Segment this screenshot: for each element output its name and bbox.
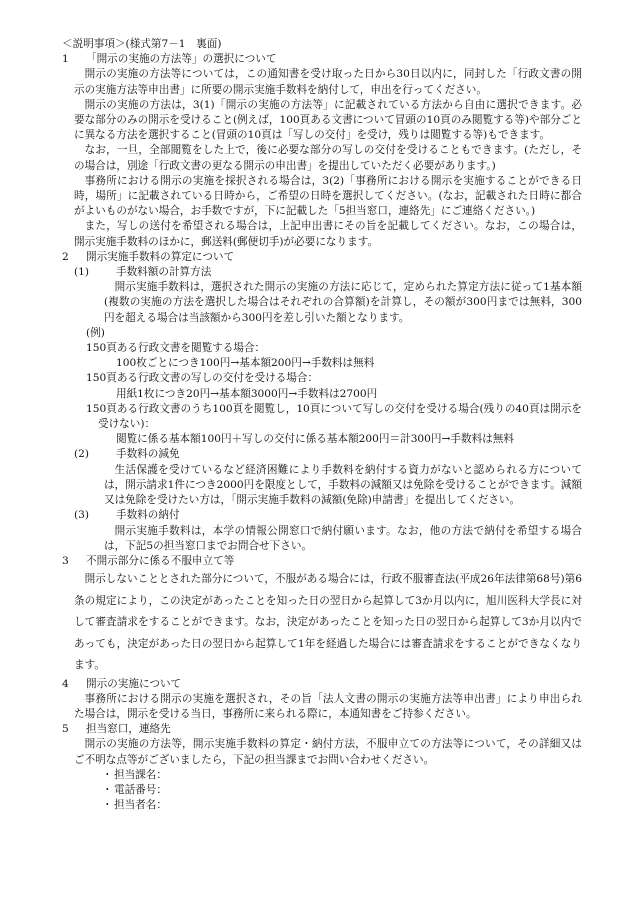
section-3-heading (62, 554, 582, 569)
section-title: 不開示部分に係る不服申立て等 (86, 554, 235, 567)
subsection-1-body: 開示実施手数料は，選択された開示の実施の方法に応じて，定められた算定方法に従って1基本額(複数の実施の方法を選択した場合はそれぞれの合算額)を計算し，その額が300円までは無料，300円を超える場合は当該額から300円を差し引いた額となります。 (104, 281, 582, 324)
subsection-number: (3) (74, 509, 90, 522)
document-header: ＜説明事項＞(様式第7－1 裏面) (62, 38, 222, 50)
section-number: 1 (62, 53, 69, 66)
phone-label: 電話番号： (114, 784, 167, 797)
example-heading: 150頁ある行政文書を閲覧する場合： (86, 342, 266, 355)
section-1-heading (62, 52, 582, 67)
section-3-body: 開示しないこととされた部分について，不服がある場合には，行政不服審査法(平成26年法律第68号)第6条の規定により，この決定があったことを知った日の翌日から起算して3か月以内に，旭川医科大学長に対して審査請求をすることができます。なお，決定があったことを知った日の翌日から起算して3か月以内であっても，決定があった日の翌日から起算して1年を経過した場合には審査請求をすることができなくなります。 (74, 573, 582, 672)
contact-item-person (102, 798, 582, 813)
subsection-title: 手数料額の計算方法 (116, 266, 212, 279)
bullet: ・ (102, 768, 113, 781)
subsection-number: (2) (74, 448, 90, 461)
section-number: 2 (62, 250, 69, 263)
subsection-number: (1) (74, 266, 90, 279)
subsection-title: 手数料の納付 (116, 509, 180, 522)
example-label: (例) (86, 326, 105, 339)
subsection-2-body: 生活保護を受けているなど経済困難により手数料を納付する資力がないと認められる方については，開示請求1件につき2000円を限度として，手数料の減額又は免除を受けることができます。減額又は免除を受けたい方は，「開示実施手数料の減額(免除)申請書」を提出してください。 (104, 463, 582, 507)
section-number: 5 (62, 723, 69, 736)
subsection-title: 手数料の減免 (116, 448, 180, 461)
subsection-3-heading (62, 508, 582, 523)
subsection-1-heading (62, 265, 582, 280)
person-label: 担当者名： (114, 799, 167, 812)
example-heading: 150頁ある行政文書の写しの交付を受ける場合： (86, 372, 319, 385)
section-title: 「開示の実施の方法等」の選択について (86, 53, 277, 66)
example-heading: 150頁ある行政文書のうち100頁を閲覧し，10頁について写しの交付を受ける場合(残りの40頁は開示を受けない)： (86, 402, 582, 431)
section-1-paragraph: また，写しの送付を希望される場合は，上記申出書にその旨を記載してください。なお，この場合は，開示実施手数料のほかに，郵送料(郵便切手)が必要になります。 (74, 220, 582, 248)
section-title: 開示実施手数料の算定について (86, 250, 235, 263)
example-calculation: 用紙1枚につき20円→基本額3000円→手数料は2700円 (116, 387, 378, 400)
section-5-heading (62, 722, 582, 737)
section-4-body: 事務所における開示の実施を選択され，その旨「法人文書の開示の実施方法等申出書」により申出られた場合は，開示を受ける当日，事務所に来られる際に，本通知書をご持参ください。 (74, 692, 582, 721)
subsection-2-heading (62, 447, 582, 462)
bullet: ・ (102, 784, 113, 797)
example-calculation: 閲覧に係る基本額100円＋写しの交付に係る基本額200円＝計300円→手数料は無料 (116, 433, 514, 446)
section-number: 4 (62, 677, 69, 690)
section-title: 担当窓口，連絡先 (86, 723, 171, 736)
section-4-heading (62, 677, 582, 692)
section-1-paragraph: 事務所における開示の実施を採択される場合は，3(2)「事務所における開示を実施することができる日時，場所」に記載されている日時から，ご希望の日時を選択してください。(なお，記載された日時に都合がよいものがない場合，お手数ですが，下に記載した「5担当窓口，連絡先」にご連絡ください。) (74, 174, 582, 218)
department-label: 担当課名： (114, 768, 167, 781)
document-content (62, 37, 582, 813)
example-calculation: 100枚ごとにつき100円→基本額200円→手数料は無料 (116, 357, 375, 370)
section-5-body: 開示の実施の方法等，開示実施手数料の算定・納付方法，不服申立ての方法等について，その詳細又はご不明な点等がございましたら，下記の担当課までお問い合わせください。 (74, 738, 582, 766)
contact-item-department (102, 768, 582, 783)
section-number: 3 (62, 554, 69, 567)
section-1-paragraph: なお，一旦，全部閲覧をした上で，後に必要な部分の写しの交付を受けることもできます。(ただし，その場合は，別途「行政文書の更なる開示の申出書」を提出していただく必要があります。) (74, 144, 582, 172)
contact-list (62, 768, 582, 814)
section-2-heading (62, 250, 582, 265)
section-1-paragraph: 開示の実施の方法等については，この通知書を受け取った日から30日以内に，同封した「行政文書の開示の実施方法等申出書」に所要の開示実施手数料を納付して，申出を行ってください。 (74, 68, 582, 96)
contact-item-phone (102, 783, 582, 798)
section-1-paragraph: 開示の実施の方法は，3(1)「開示の実施の方法等」に記載されている方法から自由に選択できます。必要な部分のみの開示を受けること(例えば，100頁ある文書について冒頭の10頁のみ閲覧する等)や部分ごとに異なる方法を選択すること(冒頭の10頁は「写しの交付」を受け，残りは閲覧する等)もできます。 (74, 98, 582, 142)
subsection-3-body: 開示実施手数料は，本学の情報公開窓口で納付願います。なお，他の方法で納付を希望する場合は，下記5の担当窓口までお問合せ下さい。 (104, 524, 582, 552)
section-title: 開示の実施について (86, 677, 182, 690)
bullet: ・ (102, 799, 113, 812)
